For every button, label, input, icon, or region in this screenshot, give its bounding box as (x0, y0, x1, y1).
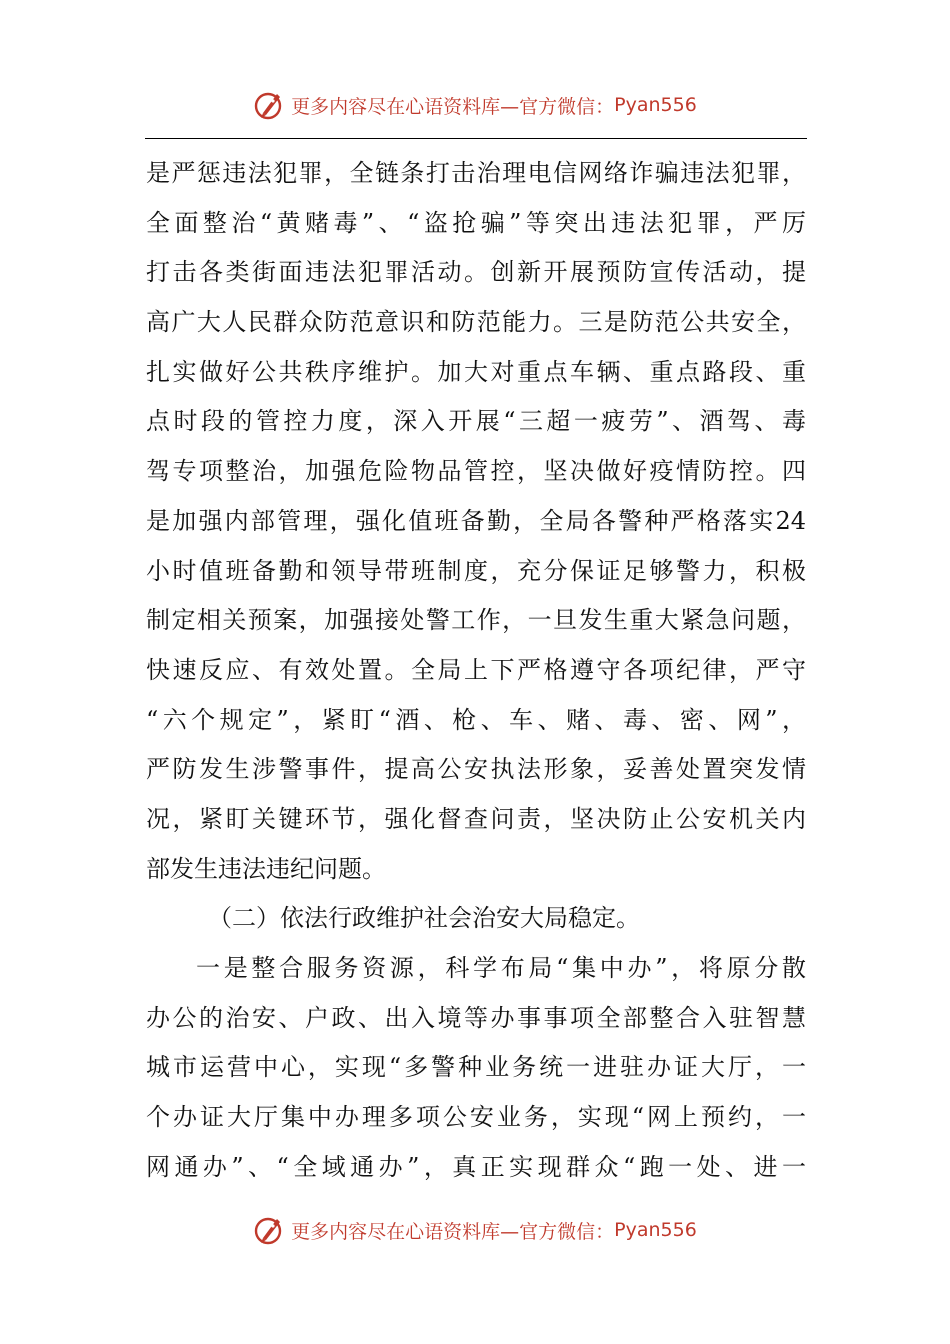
body-line: 况，紧盯关键环节，强化督查问责，坚决防止公安机关内 (146, 804, 806, 833)
body-line: 打击各类街面违法犯罪活动。创新开展预防宣传活动，提 (146, 258, 806, 287)
section-heading: （二）依法行政维护社会治安大局稳定。 (208, 904, 640, 933)
watermark-handle: Pyan556 (614, 94, 697, 116)
body-line: 是严惩违法犯罪，全链条打击治理电信网络诈骗违法犯罪， (146, 159, 806, 187)
body-line: 制定相关预案，加强接处警工作，一旦发生重大紧急问题， (146, 606, 806, 635)
footer-watermark (0, 1210, 950, 1250)
body-line: 一是整合服务资源，科学布局“集中办”，将原分散 (196, 954, 806, 982)
body-line: 办公的治安、户政、出入境等办事事项全部整合入驻智慧 (146, 1003, 806, 1032)
body-line: “六个规定”，紧盯“酒、枪、车、赌、毒、密、网”， (146, 705, 806, 734)
pen-nib-icon (253, 1213, 287, 1247)
body-line: 个办证大厅集中办理多项公安业务，实现“网上预约，一 (146, 1103, 806, 1132)
body-line: 小时值班备勤和领导带班制度，充分保证足够警力，积极 (146, 556, 806, 585)
document-body (146, 153, 806, 1196)
watermark-text: 更多内容尽在心语资料库—官方微信： (291, 95, 615, 118)
body-line: 全面整治“黄赌毒”、“盗抢骗”等突出违法犯罪，严厉 (146, 208, 806, 237)
header-watermark (0, 85, 950, 125)
watermark-text: 更多内容尽在心语资料库—官方微信： (291, 1220, 615, 1243)
body-line: 是加强内部管理，强化值班备勤，全局各警种严格落实24 (146, 506, 806, 535)
body-line: 点时段的管控力度，深入开展“三超一疲劳”、酒驾、毒 (146, 407, 806, 436)
body-line: 快速反应、有效处置。全局上下严格遵守各项纪律，严守 (146, 655, 806, 684)
body-line: 部发生违法违纪问题。 (146, 854, 386, 883)
pen-nib-icon (253, 88, 287, 122)
body-line: 严防发生涉警事件，提高公安执法形象，妥善处置突发情 (146, 755, 806, 784)
watermark-handle: Pyan556 (614, 1219, 697, 1241)
body-line: 高广大人民群众防范意识和防范能力。三是防范公共安全， (146, 308, 806, 337)
header-divider (145, 138, 807, 139)
body-line: 网通办”、“全域通办”，真正实现群众“跑一处、进一 (146, 1152, 806, 1181)
body-line: 驾专项整治，加强危险物品管控，坚决做好疫情防控。四 (146, 457, 806, 486)
body-line: 城市运营中心，实现“多警种业务统一进驻办证大厅，一 (146, 1053, 806, 1082)
body-line: 扎实做好公共秩序维护。加大对重点车辆、重点路段、重 (146, 357, 806, 386)
